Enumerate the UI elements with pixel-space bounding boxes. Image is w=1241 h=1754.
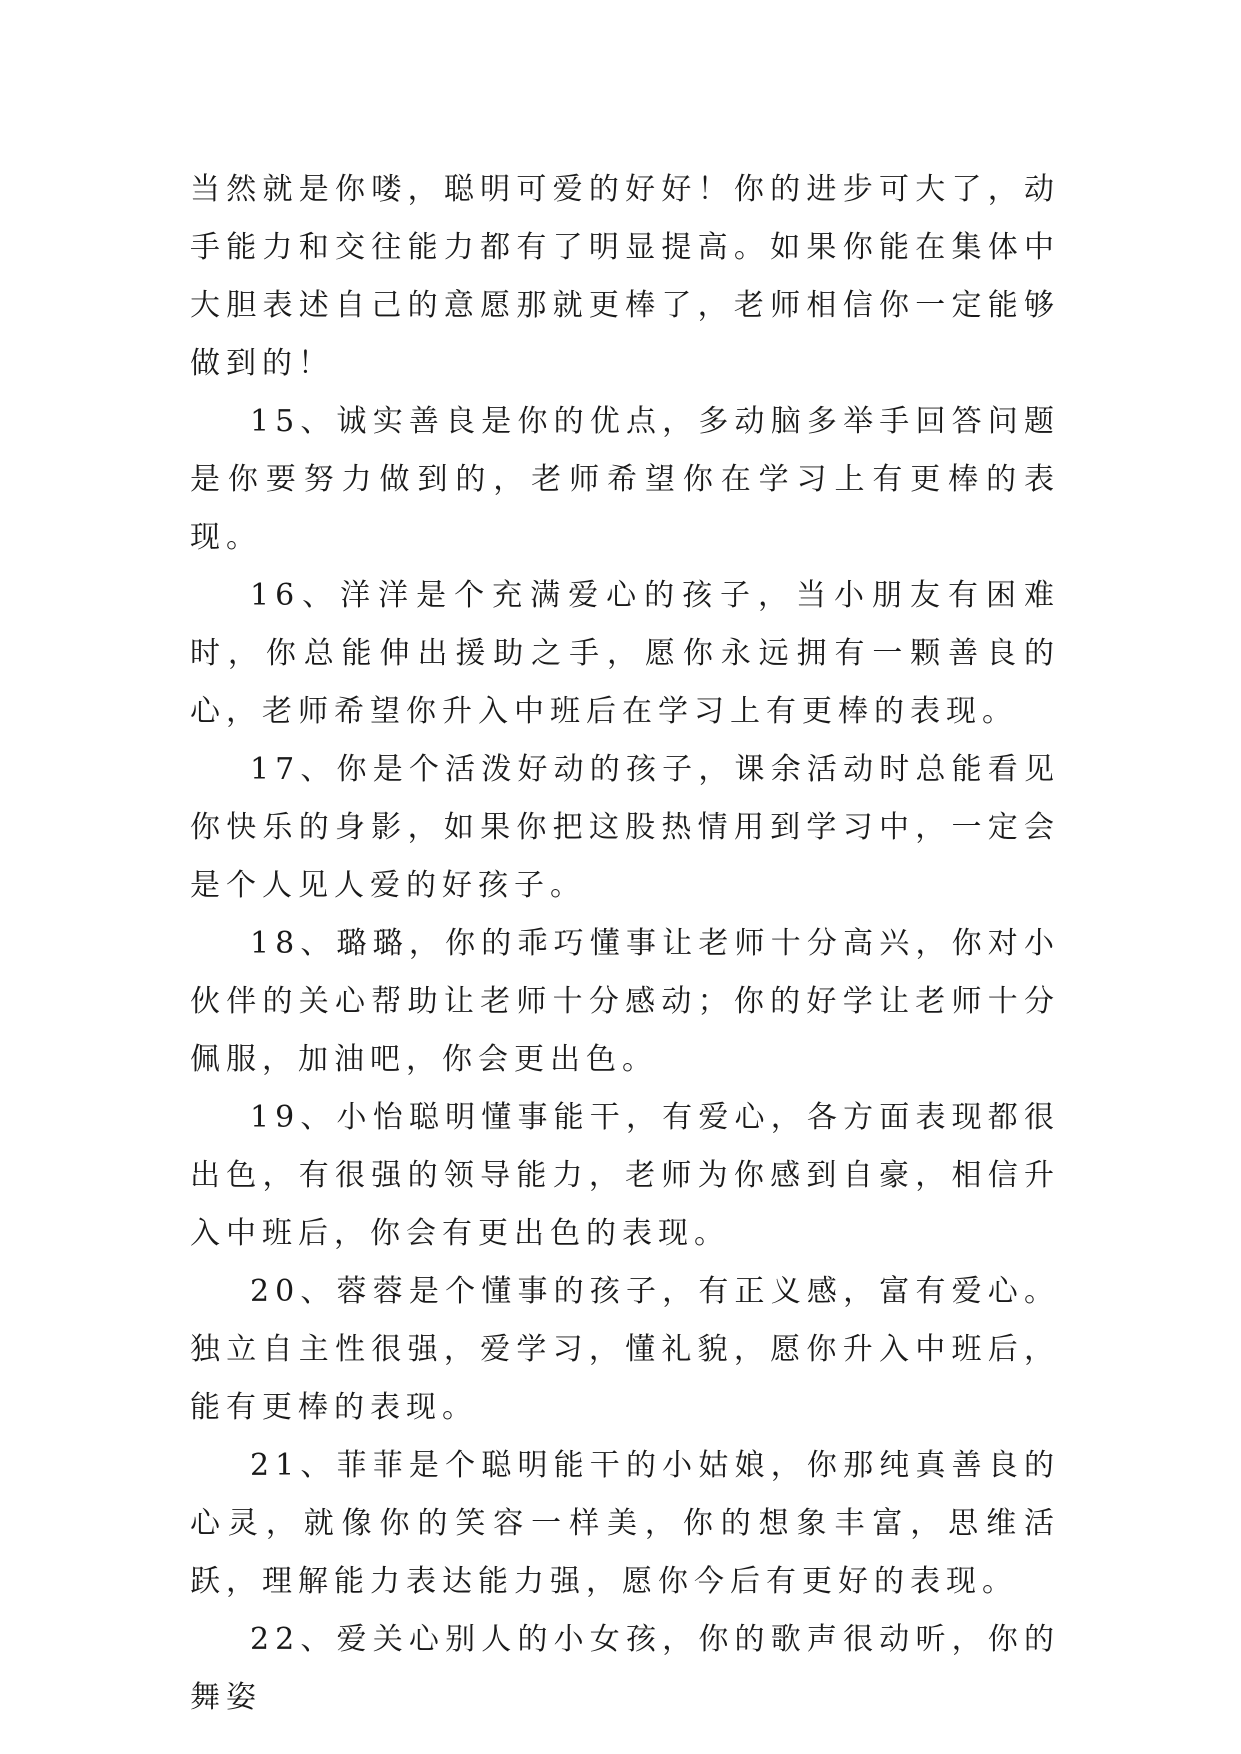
- paragraph-20: 20、蓉蓉是个懂事的孩子，有正义感，富有爱心。独立自主性很强，爱学习，懂礼貌，愿你升入中班后，能有更棒的表现。: [190, 1274, 1060, 1425]
- paragraph-17: 17、你是个活泼好动的孩子，课余活动时总能看见你快乐的身影，如果你把这股热情用到学习中，一定会是个人见人爱的好孩子。: [190, 752, 1060, 903]
- paragraph-15: 15、诚实善良是你的优点，多动脑多举手回答问题是你要努力做到的，老师希望你在学习上有更棒的表现。: [190, 404, 1060, 555]
- paragraph-21: 21、菲菲是个聪明能干的小姑娘，你那纯真善良的心灵，就像你的笑容一样美，你的想象丰富，思维活跃，理解能力表达能力强，愿你今后有更好的表现。: [190, 1448, 1060, 1599]
- paragraph-22: 22、爱关心别人的小女孩，你的歌声很动听，你的舞姿: [190, 1622, 1060, 1715]
- paragraph-continuation: 当然就是你喽，聪明可爱的好好！你的进步可大了，动手能力和交往能力都有了明显提高。如果你能在集体中大胆表述自己的意愿那就更棒了，老师相信你一定能够做到的！: [190, 172, 1060, 381]
- paragraph-18: 18、璐璐，你的乖巧懂事让老师十分高兴，你对小伙伴的关心帮助让老师十分感动；你的好学让老师十分佩服，加油吧，你会更出色。: [190, 926, 1060, 1077]
- document-body: [190, 161, 1060, 1727]
- paragraph-16: 16、洋洋是个充满爱心的孩子，当小朋友有困难时，你总能伸出援助之手，愿你永远拥有一颗善良的心，老师希望你升入中班后在学习上有更棒的表现。: [190, 578, 1060, 729]
- paragraph-19: 19、小怡聪明懂事能干，有爱心，各方面表现都很出色，有很强的领导能力，老师为你感到自豪，相信升入中班后，你会有更出色的表现。: [190, 1100, 1060, 1251]
